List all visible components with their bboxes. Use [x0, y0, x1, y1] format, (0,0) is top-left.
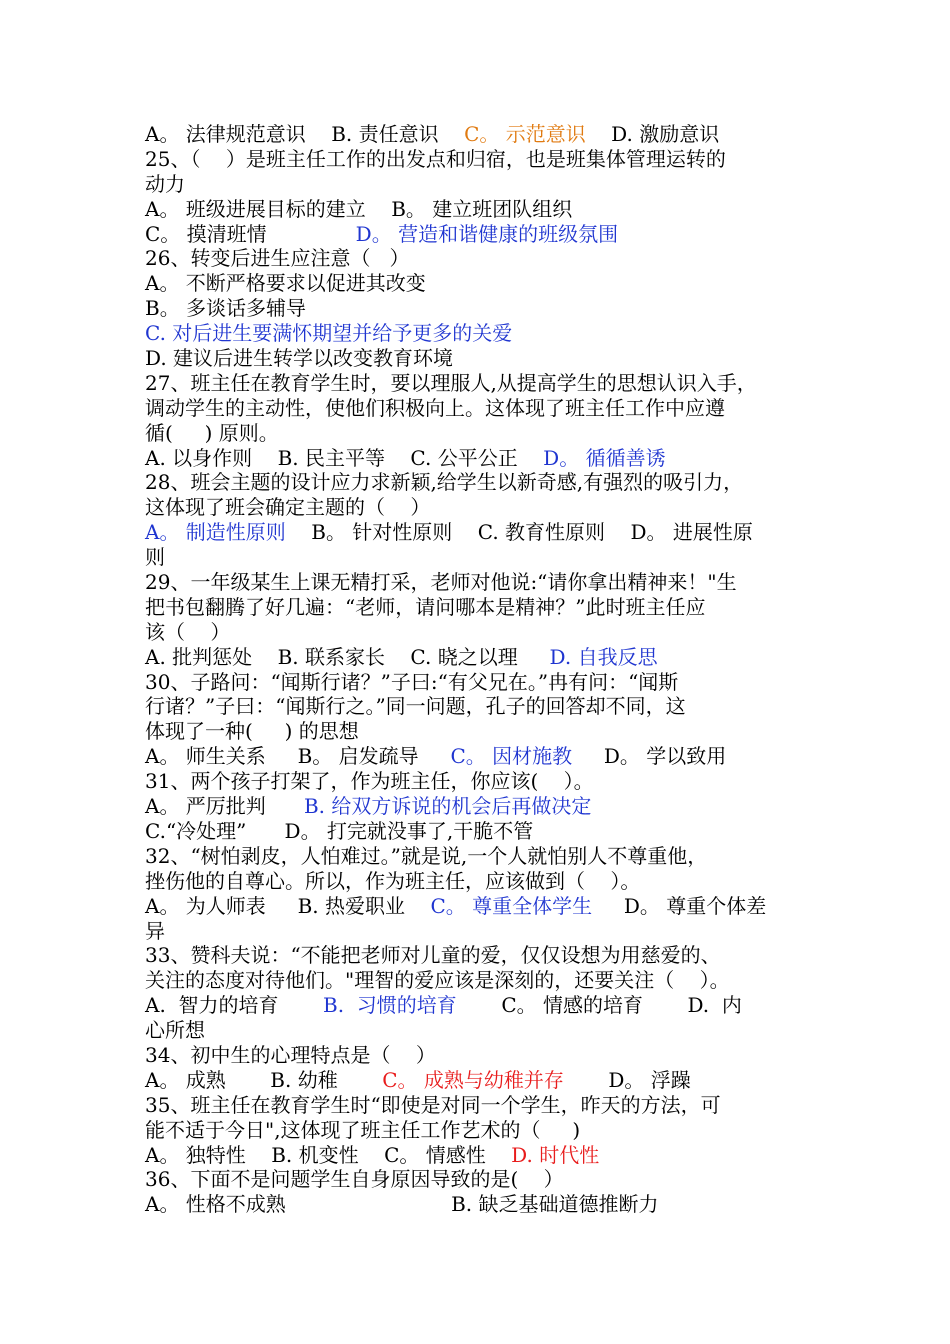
text-segment: A。 严厉批判 [145, 794, 304, 819]
text-segment: 则 [145, 545, 165, 570]
answer-highlight: C。 示范意识 [464, 122, 586, 146]
text-line [145, 371, 815, 396]
text-segment: 关注的态度对待他们。"理智的爱应该是深刻的，还要关注（ ）。 [145, 968, 730, 993]
text-segment: 27、班主任在教育学生时，要以理服人,从提高学生的思想认识入手， [145, 370, 757, 395]
text-line [145, 993, 815, 1018]
text-segment: 能不适于今日",这体现了班主任工作艺术的（ ) [145, 1117, 581, 1142]
text-segment: 循( ) 原则。 [145, 420, 279, 445]
text-segment: 挫伤他的自尊心。所以，作为班主任，应该做到（ ）。 [145, 868, 641, 893]
answer-highlight: B. 习惯的培育 [323, 993, 457, 1018]
text-line [145, 670, 815, 695]
text-segment: 行诸？”子曰：“闻斯行之。”同一问题，孔子的回答却不同，这 [145, 694, 686, 719]
text-line [145, 197, 815, 222]
text-line [145, 894, 815, 919]
text-line [145, 495, 815, 520]
text-segment: 35、班主任在教育学生时“即使是对同一个学生，昨天的方法，可 [145, 1092, 721, 1117]
text-line [145, 769, 815, 794]
text-line [145, 694, 815, 719]
text-line [145, 246, 815, 271]
text-segment: 36、下面不是问题学生自身原因导致的是( ） [145, 1167, 564, 1192]
text-line [145, 1143, 815, 1168]
text-line [145, 1043, 815, 1068]
text-segment: A. 批判惩处 B. 联系家长 C. 晓之以理 [145, 644, 550, 669]
text-segment: 32、“树怕剥皮，人怕难过。”就是说,一个人就怕别人不尊重他， [145, 843, 708, 868]
text-segment: C.“冷处理” D。 打完就没事了,干脆不管 [145, 818, 534, 843]
text-segment: 动力 [145, 171, 185, 196]
question-text-block [145, 122, 815, 1217]
text-segment: A. 以身作则 B. 民主平等 C. 公平公正 [145, 445, 544, 470]
text-segment: 28、班会主题的设计应力求新颖,给学生以新奇感,有强烈的吸引力， [145, 470, 744, 495]
text-line [145, 520, 815, 545]
answer-highlight: D. 时代性 [511, 1142, 600, 1167]
answer-highlight: D。 营造和谐健康的班级氛围 [355, 221, 619, 246]
text-line [145, 545, 815, 570]
text-line [145, 1167, 815, 1192]
text-line [145, 446, 815, 471]
text-segment: 30、子路问：“闻斯行诸？”子曰:“有父兄在。”冉有问：“闻斯 [145, 669, 679, 694]
text-line [145, 570, 815, 595]
answer-highlight: A。 制造性原则 [145, 520, 286, 545]
text-line [145, 321, 815, 346]
text-segment: D。 浮躁 [563, 1067, 691, 1092]
text-segment: 调动学生的主动性，使他们积极向上。这体现了班主任工作中应遵 [145, 395, 725, 420]
text-segment: 把书包翻腾了好几遍：“老师，请问哪本是精神？”此时班主任应 [145, 594, 706, 619]
text-line [145, 869, 815, 894]
text-segment: 异 [145, 918, 165, 943]
text-segment: 心所想 [145, 1018, 205, 1043]
text-segment: A。 不断严格要求以促进其改变 [145, 271, 426, 296]
text-segment: A。 为人师表 B. 热爱职业 [145, 893, 431, 918]
text-line [145, 968, 815, 993]
text-segment: C。 情感的培育 D. 内 [456, 993, 742, 1018]
text-segment: D. 激励意识 [585, 122, 720, 146]
answer-highlight: C。 尊重全体学生 [430, 893, 593, 918]
text-line [145, 844, 815, 869]
text-segment: 26、转变后进生应注意（ ） [145, 246, 410, 271]
text-segment: B。 多谈话多辅导 [145, 296, 307, 321]
text-segment: D. 建议后进生转学以改变教育环境 [145, 346, 454, 371]
text-segment: A。 独特性 B. 机变性 C。 情感性 [145, 1142, 512, 1167]
text-segment: 体现了一种( ) 的思想 [145, 719, 359, 744]
text-line [145, 595, 815, 620]
text-segment: A。 班级进展目标的建立 B。 建立班团队组织 [145, 196, 573, 221]
text-line [145, 271, 815, 296]
text-segment: A。 性格不成熟 B. 缺乏基础道德推断力 [145, 1192, 659, 1217]
text-line [145, 147, 815, 172]
text-line [145, 222, 815, 247]
text-line [145, 172, 815, 197]
text-segment: 该（ ） [145, 619, 231, 644]
text-line [145, 1118, 815, 1143]
text-line [145, 794, 815, 819]
answer-highlight: C. 对后进生要满怀期望并给予更多的关爱 [145, 321, 513, 346]
text-line [145, 819, 815, 844]
text-segment: 31、两个孩子打架了，作为班主任，你应该( ）。 [145, 769, 594, 794]
text-line [145, 346, 815, 371]
text-line [145, 744, 815, 769]
text-segment: D。 尊重个体差 [592, 893, 767, 918]
text-line [145, 421, 815, 446]
text-segment: B。 针对性原则 C. 教育性原则 D。 进展性原 [285, 520, 753, 545]
answer-highlight: B. 给双方诉说的机会后再做决定 [303, 794, 592, 819]
text-segment: C。 摸清班情 [145, 221, 356, 246]
text-line [145, 122, 815, 147]
text-line [145, 396, 815, 421]
text-line [145, 1192, 815, 1217]
answer-highlight: C。 成熟与幼稚并存 [382, 1067, 564, 1092]
text-line [145, 645, 815, 670]
answer-highlight: C。 因材施教 [450, 744, 573, 769]
text-segment: A。 师生关系 B。 启发疏导 [145, 744, 451, 769]
text-line [145, 470, 815, 495]
text-line [145, 620, 815, 645]
text-segment: A. 智力的培育 [145, 993, 324, 1018]
answer-highlight: D。 循循善诱 [543, 445, 666, 470]
text-line [145, 1068, 815, 1093]
text-line [145, 1093, 815, 1118]
text-segment: A。 成熟 B. 幼稚 [145, 1067, 383, 1092]
answer-highlight: D. 自我反思 [549, 644, 658, 669]
text-line [145, 919, 815, 944]
text-segment: 29、一年级某生上课无精打采，老师对他说:“请你拿出精神来！"生 [145, 570, 737, 595]
text-line [145, 943, 815, 968]
text-segment: 34、初中生的心理特点是（ ） [145, 1042, 436, 1067]
text-segment: 33、赞科夫说：“不能把老师对儿童的爱，仅仅设想为用慈爱的、 [145, 943, 721, 968]
text-segment: A。 法律规范意识 B. 责任意识 [145, 122, 465, 146]
text-line [145, 1018, 815, 1043]
text-line [145, 719, 815, 744]
text-line [145, 296, 815, 321]
text-segment: 25、（ ）是班主任工作的出发点和归宿，也是班集体管理运转的 [145, 146, 726, 171]
text-segment: 这体现了班会确定主题的（ ） [145, 495, 431, 520]
text-segment: D。 学以致用 [572, 744, 727, 769]
